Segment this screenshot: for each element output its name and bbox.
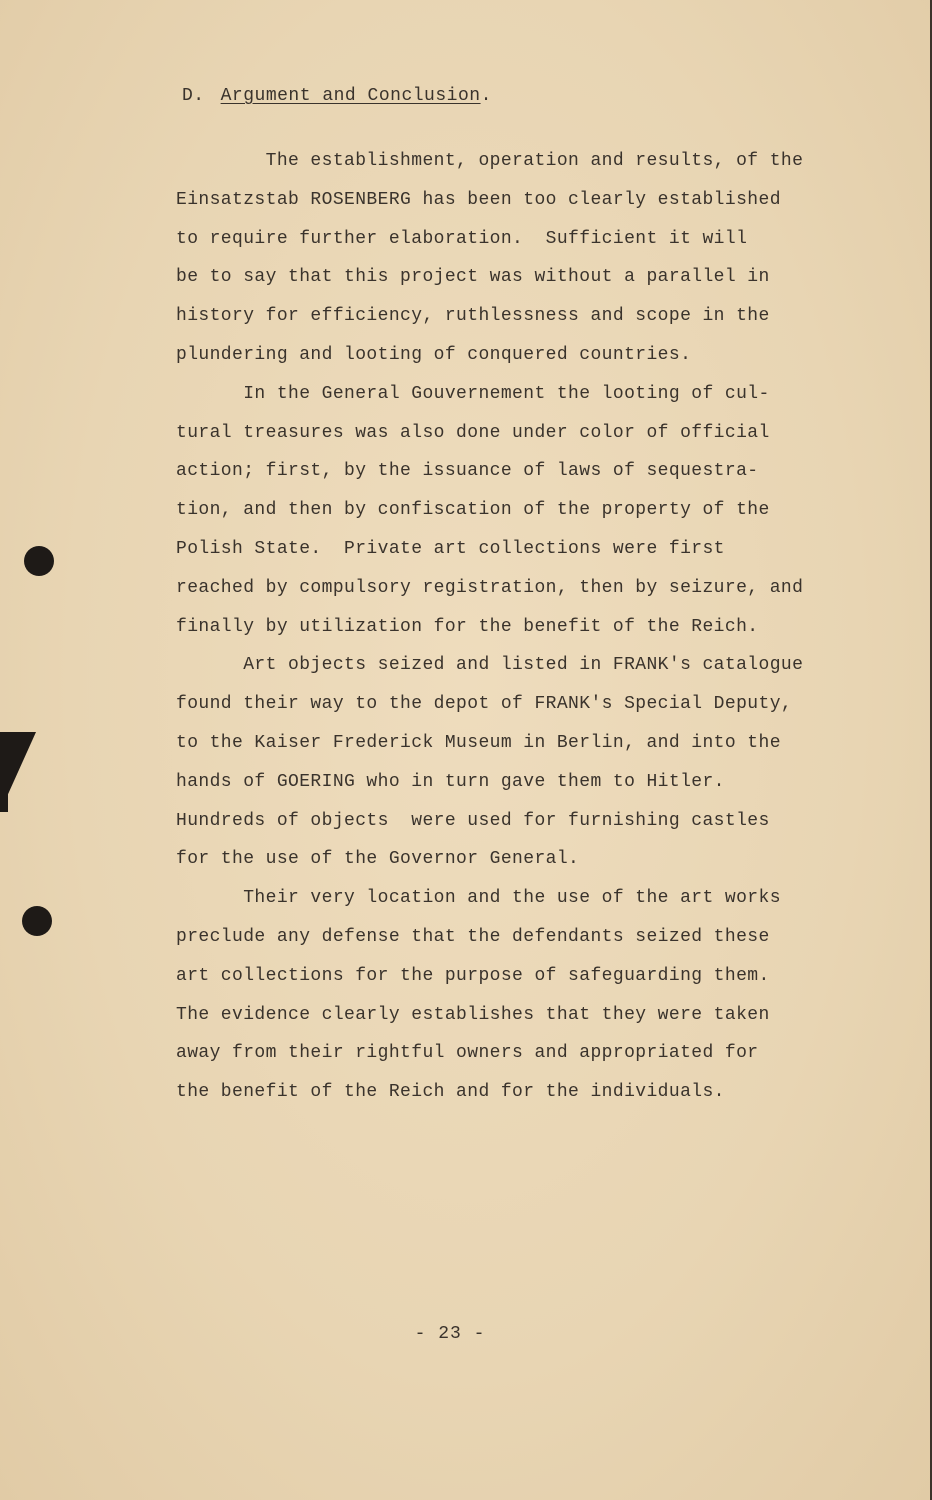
text-line: be to say that this project was without a parallel in [176,267,770,288]
text-line: history for efficiency, ruthlessness and scope in the [176,306,770,327]
section-title-period: . [480,86,492,106]
text-line: Their very location and the use of the art works [176,888,781,909]
text-line: Einsatzstab ROSENBERG has been too clearly established [176,189,781,210]
text-line: Hundreds of objects were used for furnishing castles [176,810,770,831]
text-line: In the General Gouvernement the looting of cul- [176,383,770,404]
text-line: for the use of the Governor General. [176,849,580,870]
section-heading [182,86,492,106]
text-line: Polish State. Private art collections were first [176,538,725,559]
text-line: The evidence clearly establishes that they were taken [176,1004,770,1025]
text-line: found their way to the depot of FRANK's Special Deputy, [176,694,793,715]
section-letter: D. [182,86,205,106]
punch-hole-bottom [22,906,52,936]
text-line: tion, and then by confiscation of the property of the [176,500,770,521]
text-line: art collections for the purpose of safeguarding them. [176,965,770,986]
text-line: finally by utilization for the benefit of the Reich. [176,616,759,637]
punch-hole-top [24,546,54,576]
section-title: Argument and Conclusion [220,86,481,106]
text-line: to require further elaboration. Sufficient it will [176,228,748,249]
text-line: preclude any defense that the defendants seized these [176,926,770,947]
text-line: reached by compulsory registration, then by seizure, and [176,577,804,598]
page-number: - 23 - [414,1324,486,1344]
text-line: Art objects seized and listed in FRANK's catalogue [176,655,804,676]
text-line: hands of GOERING who in turn gave them to Hitler. [176,771,725,792]
text-line: to the Kaiser Frederick Museum in Berlin, and into the [176,732,781,753]
text-line: tural treasures was also done under color of official [176,422,770,443]
text-line: plundering and looting of conquered countries. [176,344,692,365]
binder-clip-mark [0,732,36,812]
text-line: the benefit of the Reich and for the individuals. [176,1082,725,1103]
text-line: away from their rightful owners and appropriated for [176,1043,759,1064]
body-text [176,142,866,1112]
text-line: action; first, by the issuance of laws of sequestra- [176,461,759,482]
text-line: The establishment, operation and results, of the [176,151,804,171]
